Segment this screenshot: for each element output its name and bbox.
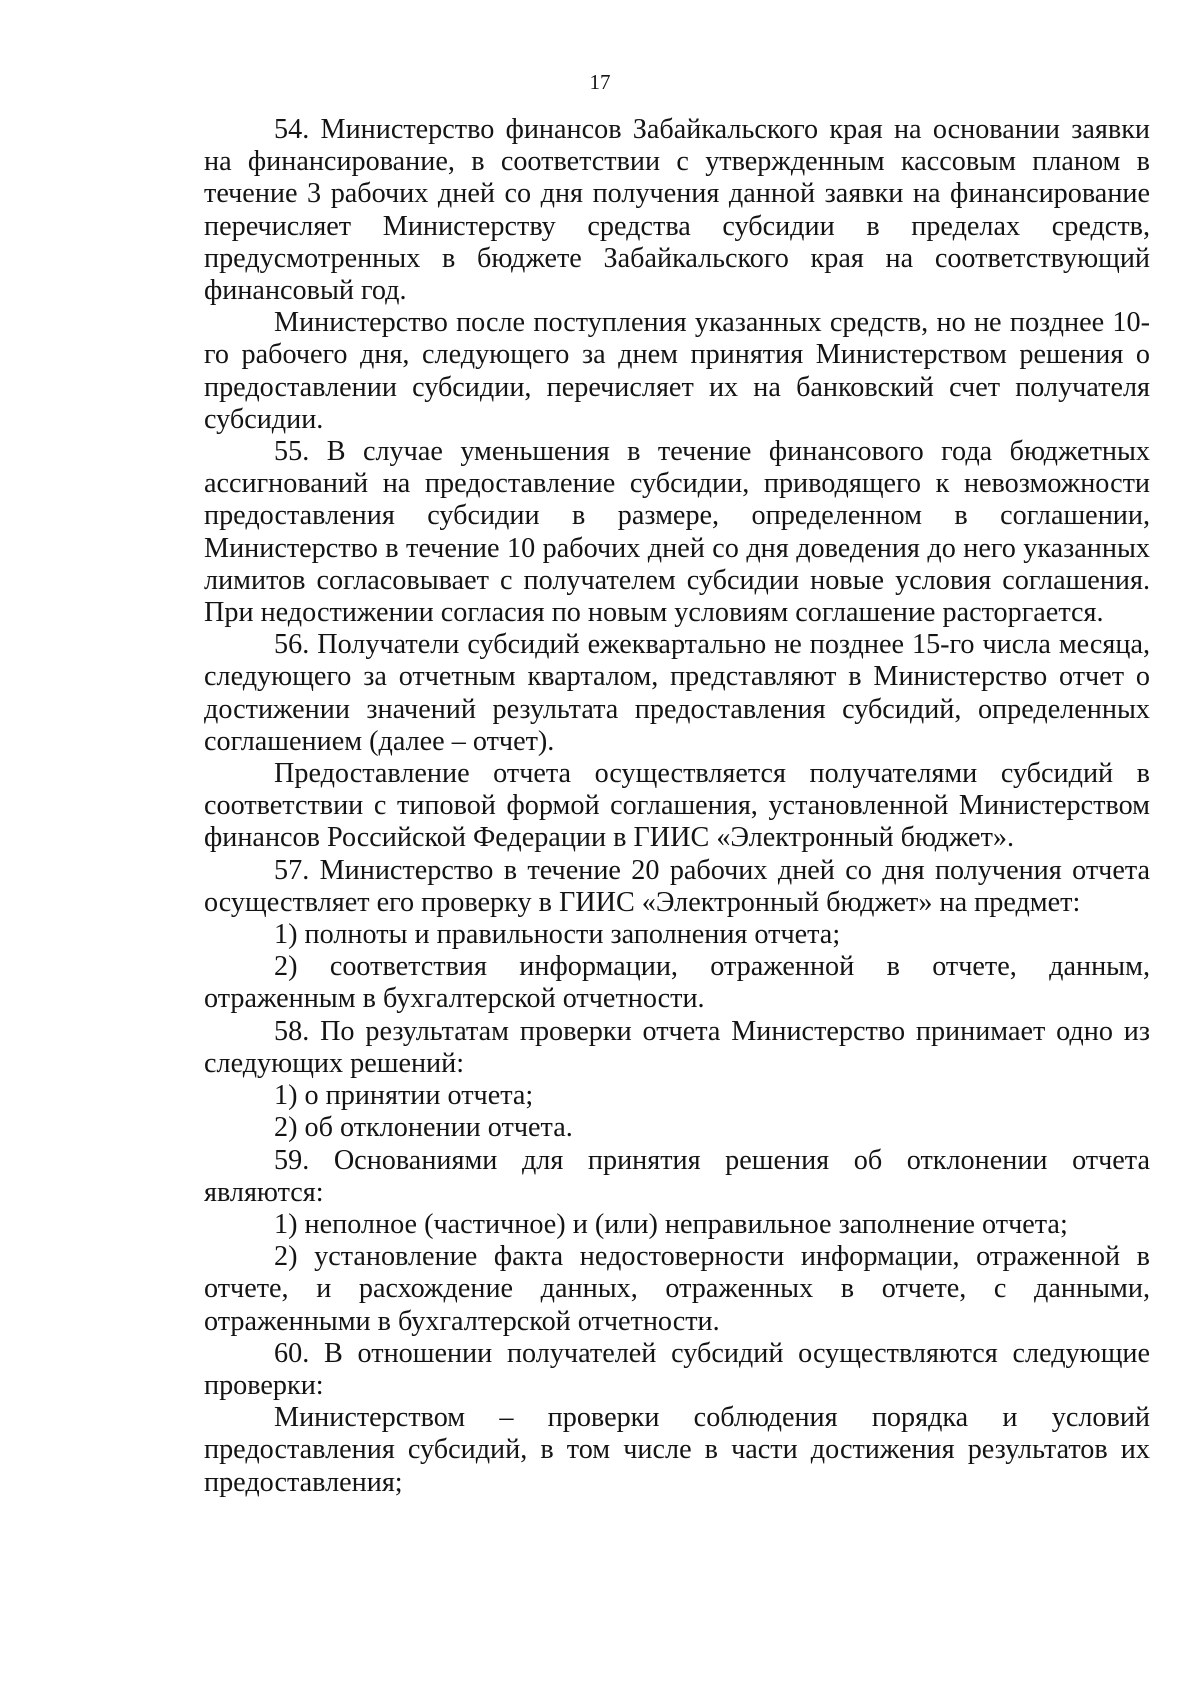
paragraph-59-item-1: 1) неполное (частичное) и (или) неправильное заполнение отчета; (274, 1208, 1068, 1240)
paragraph-55: 55. В случае уменьшения в течение финансового года бюджетных ассигнований на предоставление субсидии, приводящего к невозможности предоставления субсидии в размере, определенном в соглашении, Министерство в течение 10 рабочих дней со дня доведения до него указанных лимитов согласовывает с получателем субсидии новые условия соглашения. При недостижении согласия по новым условиям соглашение расторгается. (204, 436, 1150, 629)
paragraph-60-ministry-checks: Министерством – проверки соблюдения порядка и условий предоставления субсидий, в том числе в части достижения результатов их предоставления; (204, 1402, 1150, 1498)
paragraph-58-item-1: 1) о принятии отчета; (274, 1080, 534, 1112)
paragraph-57-item-1: 1) полноты и правильности заполнения отчета; (274, 919, 841, 951)
paragraph-57: 57. Министерство в течение 20 рабочих дней со дня получения отчета осуществляет его проверку в ГИИС «Электронный бюджет» на предмет: (204, 854, 1150, 918)
paragraph-59-item-2: 2) установление факта недостоверности информации, отраженной в отчете, и расхождение данных, отраженных в отчете, с данными, отраженными в бухгалтерской отчетности. (204, 1241, 1150, 1337)
paragraph-60: 60. В отношении получателей субсидий осуществляются следующие проверки: (204, 1337, 1150, 1401)
paragraph-56: 56. Получатели субсидий ежеквартально не позднее 15-го числа месяца, следующего за отчетным кварталом, представляют в Министерство отчет о достижении значений результата предоставления субсидий, определенных соглашением (далее – отчет). (204, 629, 1150, 757)
paragraph-58: 58. По результатам проверки отчета Министерство принимает одно из следующих решений: (204, 1015, 1150, 1079)
paragraph-58-item-2: 2) об отклонении отчета. (274, 1112, 573, 1144)
paragraph-54: 54. Министерство финансов Забайкальского края на основании заявки на финансирование, в соответствии с утвержденным кассовым планом в течение 3 рабочих дней со дня получения данной заявки на финансирование перечисляет Министерству средства субсидии в пределах средств, предусмотренных в бюджете Забайкальского края на соответствующий финансовый год. (204, 114, 1150, 307)
page-number: 17 (589, 70, 611, 94)
paragraph-54-transfer: Министерство после поступления указанных средств, но не позднее 10-го рабочего дня, следующего за днем принятия Министерством решения о предоставлении субсидии, перечисляет их на банковский счет получателя субсидии. (204, 307, 1150, 435)
paragraph-57-item-2: 2) соответствия информации, отраженной в отчете, данным, отраженным в бухгалтерской отчетности. (204, 951, 1150, 1015)
paragraph-56-report-form: Предоставление отчета осуществляется получателями субсидий в соответствии с типовой формой соглашения, установленной Министерством финансов Российской Федерации в ГИИС «Электронный бюджет». (204, 758, 1150, 854)
paragraph-59: 59. Основаниями для принятия решения об отклонении отчета являются: (204, 1144, 1150, 1208)
document-body (204, 114, 1150, 1499)
